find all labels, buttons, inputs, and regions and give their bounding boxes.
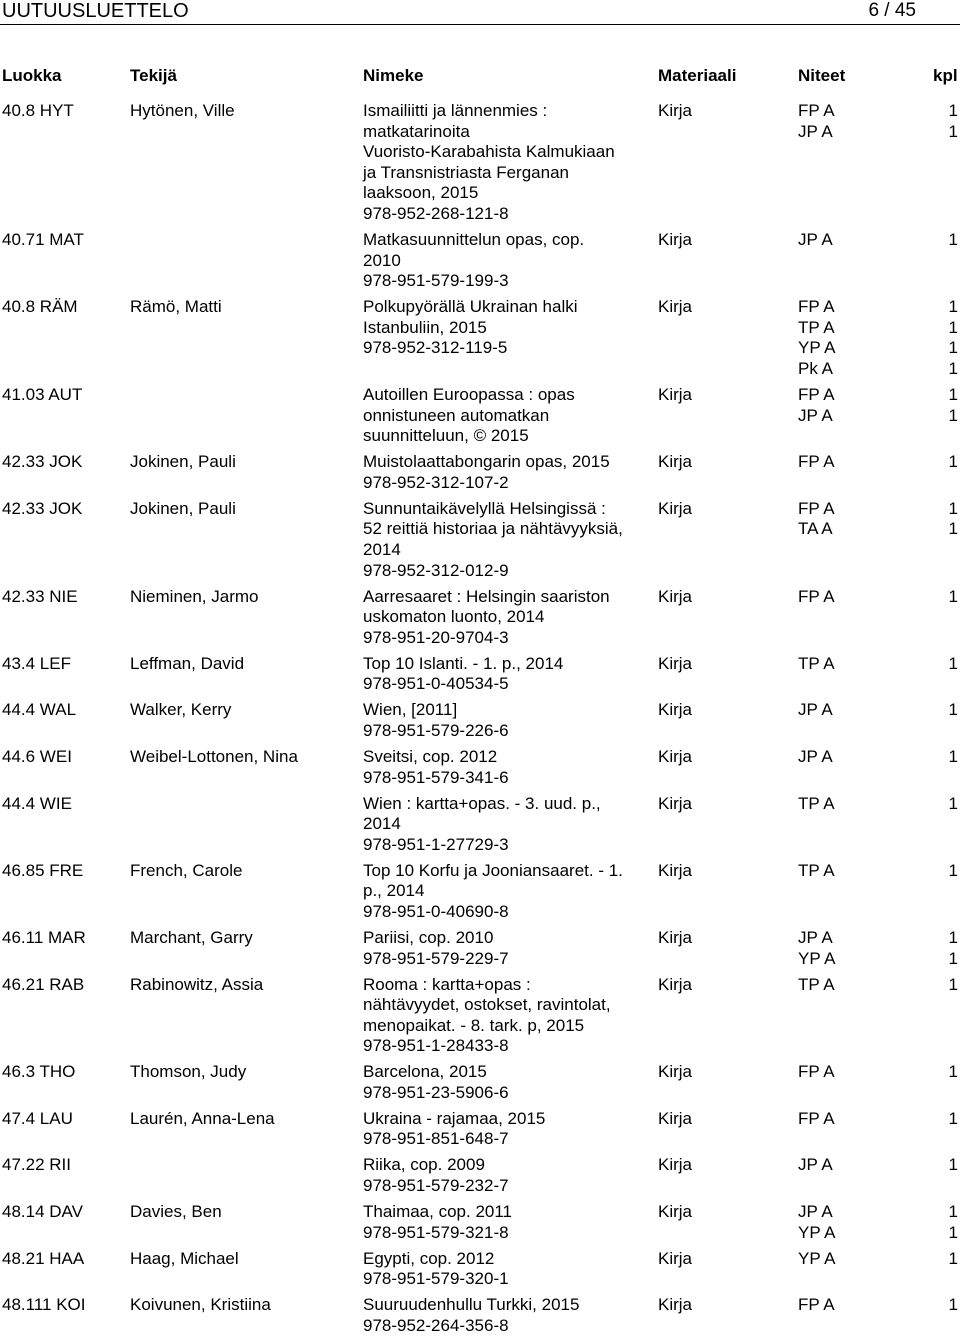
item-title-line: Sunnuntaikävelyllä Helsingissä : [363,498,606,518]
copy-location [798,747,960,768]
item-title-line: Muistolaattabongarin opas, 2015 [363,452,610,472]
item-list [0,101,960,1342]
item-class: 40.71 MAT [2,230,84,249]
item-title-line: Top 10 Islanti. - 1. p., 2014 [363,653,564,673]
copy-count: 1 [948,746,958,766]
list-item [0,1249,960,1296]
copy-location-code: FP A [798,101,835,120]
copy-location-code: JP A [798,746,833,766]
item-title-line: onnistuneen automatkan [363,405,550,425]
copy-location-code: FP A [798,1108,835,1128]
copy-location-code: FP A [798,498,835,518]
item-class: 40.8 RÄM [2,297,78,317]
item-author: Leffman, David [130,653,245,673]
list-item [0,1202,960,1249]
copy-location-code: FP A [798,297,835,317]
copy-count: 1 [948,230,958,249]
item-class: 46.3 THO [2,1062,76,1082]
copy-location-code: TP A [798,317,835,337]
copy-count: 1 [948,1295,958,1315]
copy-location-code: FP A [798,452,835,472]
item-title [363,587,648,649]
list-item [0,1295,960,1342]
copy-location-code: FP A [798,1295,835,1315]
item-class: 47.4 LAU [2,1108,73,1128]
copy-location-code: JP A [798,1202,833,1222]
copy-location [798,587,960,608]
copy-location [798,928,960,949]
item-material: Kirja [658,586,693,606]
copy-count: 1 [948,1108,958,1128]
copy-count: 1 [948,121,958,141]
column-headers [0,66,960,88]
copy-location-code: TP A [798,974,835,994]
item-title-line: Polkupyörällä Ukrainan halki [363,297,578,317]
copy-count: 1 [948,1062,958,1082]
copy-location [798,406,960,427]
item-author: Jokinen, Pauli [130,452,236,472]
item-title-line: 2014 [363,814,401,834]
item-author: Nieminen, Jarmo [130,586,259,606]
copy-location-code: TP A [798,653,835,673]
copy-location [798,1249,960,1270]
copy-location [798,297,960,318]
item-title-line: Ismailiitti ja lännenmies : [363,101,548,120]
item-material: Kirja [658,452,693,472]
item-title [363,385,648,447]
item-material: Kirja [658,793,693,813]
list-item [0,297,960,385]
item-copies [798,1109,960,1130]
item-title-line: 978-952-268-121-8 [363,203,509,223]
item-title-line: Riika, cop. 2009 [363,1155,485,1175]
copy-location [798,1202,960,1223]
list-item [0,861,960,928]
item-author: French, Carole [130,860,243,880]
list-item [0,794,960,861]
item-class: 47.22 RII [2,1155,71,1175]
copy-location-code: Pk A [798,358,833,378]
item-title-line: ja Transnistriasta Ferganan [363,162,569,182]
copy-count: 1 [948,927,958,947]
copy-location-code: FP A [798,384,835,404]
copy-count: 1 [948,700,958,720]
item-author: Walker, Kerry [130,700,232,720]
item-title-line: 978-951-579-232-7 [363,1176,509,1196]
copy-location-code: FP A [798,1062,835,1082]
copy-count: 1 [948,519,958,539]
item-title-line: Matkasuunnittelun opas, cop. [363,230,585,249]
item-material: Kirja [658,653,693,673]
item-title-line: Barcelona, 2015 [363,1062,487,1082]
item-title-line: 978-952-312-107-2 [363,472,509,492]
item-title-line: 978-951-1-27729-3 [363,834,509,854]
copy-location-code: JP A [798,230,833,249]
copy-location [798,230,960,251]
item-material: Kirja [658,101,693,120]
copy-location [798,654,960,675]
item-author: Koivunen, Kristiina [130,1295,271,1315]
copy-location [798,949,960,970]
list-item [0,654,960,701]
item-copies [798,654,960,675]
item-class: 48.21 HAA [2,1248,85,1268]
copy-location-code: YP A [798,948,836,968]
copy-location [798,1109,960,1130]
item-author: Weibel-Lottonen, Nina [130,746,298,766]
copy-count: 1 [948,498,958,518]
item-title [363,700,648,741]
item-class: 48.111 KOI [2,1295,86,1315]
item-copies [798,101,960,142]
page-number: 6 / 45 [868,0,916,21]
item-class: 42.33 NIE [2,586,78,606]
item-copies [798,928,960,969]
copy-count: 1 [948,101,958,120]
item-material: Kirja [658,746,693,766]
item-title [363,1202,648,1243]
item-material: Kirja [658,927,693,947]
item-title-line: 978-951-1-28433-8 [363,1036,509,1056]
item-class: 46.85 FRE [2,860,84,880]
item-author: Rabinowitz, Assia [130,974,264,994]
copy-location [798,338,960,359]
item-copies [798,975,960,996]
item-title-line: Rooma : kartta+opas : [363,974,531,994]
item-copies [798,1155,960,1176]
item-title-line: Sveitsi, cop. 2012 [363,746,498,766]
item-title [363,1155,648,1196]
copy-location [798,385,960,406]
item-title-line: 978-951-579-341-6 [363,767,509,787]
list-item [0,230,960,297]
list-item [0,1062,960,1109]
item-title [363,297,648,359]
list-item [0,385,960,452]
item-material: Kirja [658,297,693,317]
item-class: 43.4 LEF [2,653,71,673]
item-title-line: Egypti, cop. 2012 [363,1248,495,1268]
copy-location [798,794,960,815]
item-title-line: Aarresaaret : Helsingin saariston [363,586,610,606]
item-title-line: 2010 [363,250,401,270]
copy-location [798,1062,960,1083]
copy-count: 1 [948,1222,958,1242]
copy-count: 1 [948,452,958,472]
item-title [363,975,648,1057]
copy-location-code: JP A [798,927,833,947]
item-author: Laurén, Anna-Lena [130,1108,275,1128]
item-copies [798,499,960,540]
item-title [363,499,648,581]
item-copies [798,297,960,379]
item-class: 41.03 AUT [2,384,83,404]
list-title: UUTUUSLUETTELO [2,0,189,22]
item-copies [798,861,960,882]
col-nimeke: Nimeke [363,66,424,85]
copy-location-code: YP A [798,338,836,358]
item-title [363,101,648,225]
item-title-line: nähtävyydet, ostokset, ravintolat, [363,995,611,1015]
item-material: Kirja [658,1295,693,1315]
copy-location [798,1295,960,1316]
item-title-line: 978-951-0-40690-8 [363,901,509,921]
col-materiaali: Materiaali [658,66,737,85]
copy-count: 1 [948,405,958,425]
item-title [363,794,648,856]
list-item [0,499,960,587]
copy-count: 1 [948,384,958,404]
item-title [363,654,648,695]
copy-location [798,452,960,473]
list-item [0,452,960,499]
item-title-line: uskomaton luonto, 2014 [363,607,545,627]
list-item [0,747,960,794]
item-author: Davies, Ben [130,1202,222,1222]
item-title-line: Pariisi, cop. 2010 [363,927,494,947]
copy-location [798,101,960,122]
copy-location [798,975,960,996]
copy-location-code: FP A [798,586,835,606]
item-class: 44.4 WIE [2,793,72,813]
copy-location-code: TA A [798,519,833,539]
copy-count: 1 [948,338,958,358]
copy-count: 1 [948,1202,958,1222]
item-author: Jokinen, Pauli [130,498,236,518]
copy-location-code: TP A [798,793,835,813]
item-title-line: Suuruudenhullu Turkki, 2015 [363,1295,580,1315]
item-material: Kirja [658,860,693,880]
item-class: 44.4 WAL [2,700,77,720]
copy-location-code: JP A [798,1155,833,1175]
list-item [0,928,960,975]
item-copies [798,747,960,768]
item-class: 48.14 DAV [2,1202,83,1222]
copy-location [798,359,960,380]
copy-location-code: YP A [798,1222,836,1242]
copy-count: 1 [948,1155,958,1175]
item-copies [798,230,960,251]
copy-location-code: YP A [798,1248,836,1268]
item-title [363,1249,648,1290]
copy-count: 1 [948,974,958,994]
item-title [363,452,648,493]
item-class: 40.8 HYT [2,101,74,120]
item-title-line: 978-951-0-40534-5 [363,674,509,694]
list-item [0,975,960,1063]
item-title-line: 978-951-579-229-7 [363,948,509,968]
item-title-line: 978-952-312-012-9 [363,560,509,580]
item-title-line: 978-951-579-321-8 [363,1222,509,1242]
item-title-line: laaksoon, 2015 [363,183,479,203]
copy-location [798,700,960,721]
item-title-line: 978-951-851-648-7 [363,1129,509,1149]
item-title [363,861,648,923]
item-copies [798,452,960,473]
copy-count: 1 [948,358,958,378]
item-material: Kirja [658,230,693,249]
item-class: 42.33 JOK [2,498,83,518]
item-author: Hytönen, Ville [130,101,235,120]
copy-count: 1 [948,586,958,606]
page-header [0,0,960,25]
item-title-line: Wien : kartta+opas. - 3. uud. p., [363,793,601,813]
list-item [0,1109,960,1156]
item-copies [798,1295,960,1316]
item-title-line: Wien, [2011] [363,700,458,720]
item-title-line: 978-951-579-320-1 [363,1269,509,1289]
copy-location [798,861,960,882]
item-copies [798,587,960,608]
copy-count: 1 [948,860,958,880]
item-copies [798,794,960,815]
item-title-line: Ukraina - rajamaa, 2015 [363,1108,546,1128]
item-author: Rämö, Matti [130,297,222,317]
item-title-line: matkatarinoita [363,121,470,141]
item-material: Kirja [658,700,693,720]
item-title-line: Thaimaa, cop. 2011 [363,1202,512,1222]
list-item [0,1155,960,1202]
item-title-line: menopaikat. - 8. tark. p, 2015 [363,1015,585,1035]
item-class: 46.11 MAR [2,927,86,947]
item-title-line: suunnitteluun, © 2015 [363,426,529,446]
item-title-line: 978-951-579-199-3 [363,271,509,291]
item-material: Kirja [658,1248,693,1268]
item-material: Kirja [658,384,693,404]
item-class: 44.6 WEI [2,746,72,766]
item-title-line: Autoillen Euroopassa : opas [363,384,575,404]
list-item [0,700,960,747]
item-copies [798,1062,960,1083]
item-title-line: 978-951-20-9704-3 [363,627,509,647]
list-item [0,101,960,230]
copy-location [798,1155,960,1176]
item-copies [798,1249,960,1270]
item-title-line: p., 2014 [363,881,425,901]
col-tekija: Tekijä [130,66,177,85]
copy-location [798,318,960,339]
copy-location-code: JP A [798,700,833,720]
col-luokka: Luokka [2,66,62,85]
item-material: Kirja [658,1202,693,1222]
copy-location-code: JP A [798,121,833,141]
item-author: Marchant, Garry [130,927,253,947]
item-material: Kirja [658,974,693,994]
col-kpl: kpl [933,66,958,85]
item-copies [798,385,960,426]
item-title [363,230,648,292]
item-title [363,928,648,969]
item-copies [798,700,960,721]
item-title-line: 978-951-23-5906-6 [363,1082,509,1102]
item-title [363,1295,648,1336]
copy-count: 1 [948,1248,958,1268]
list-item [0,587,960,654]
item-author: Thomson, Judy [130,1062,247,1082]
item-class: 42.33 JOK [2,452,83,472]
item-title-line: 2014 [363,539,401,559]
item-material: Kirja [658,1062,693,1082]
item-title-line: 978-951-579-226-6 [363,720,509,740]
item-title-line: 978-952-264-356-8 [363,1315,509,1335]
copy-location [798,519,960,540]
item-title-line: 978-952-312-119-5 [363,338,508,358]
item-class: 46.21 RAB [2,974,85,994]
item-title [363,1062,648,1103]
copy-count: 1 [948,948,958,968]
item-material: Kirja [658,498,693,518]
item-author: Haag, Michael [130,1248,239,1268]
copy-count: 1 [948,297,958,317]
copy-count: 1 [948,653,958,673]
copy-location-code: TP A [798,860,835,880]
item-title-line: 52 reittiä historiaa ja nähtävyyksiä, [363,519,623,539]
item-material: Kirja [658,1155,693,1175]
copy-location-code: JP A [798,405,833,425]
copy-count: 1 [948,317,958,337]
item-material: Kirja [658,1108,693,1128]
item-copies [798,1202,960,1243]
copy-location [798,1223,960,1244]
item-title [363,1109,648,1150]
copy-count: 1 [948,793,958,813]
item-title-line: Top 10 Korfu ja Jooniansaaret. - 1. [363,860,623,880]
copy-location [798,122,960,143]
item-title-line: Vuoristo-Karabahista Kalmukiaan [363,142,615,162]
col-niteet: Niteet [798,66,846,85]
item-title-line: Istanbuliin, 2015 [363,317,487,337]
item-title [363,747,648,788]
copy-location [798,499,960,520]
